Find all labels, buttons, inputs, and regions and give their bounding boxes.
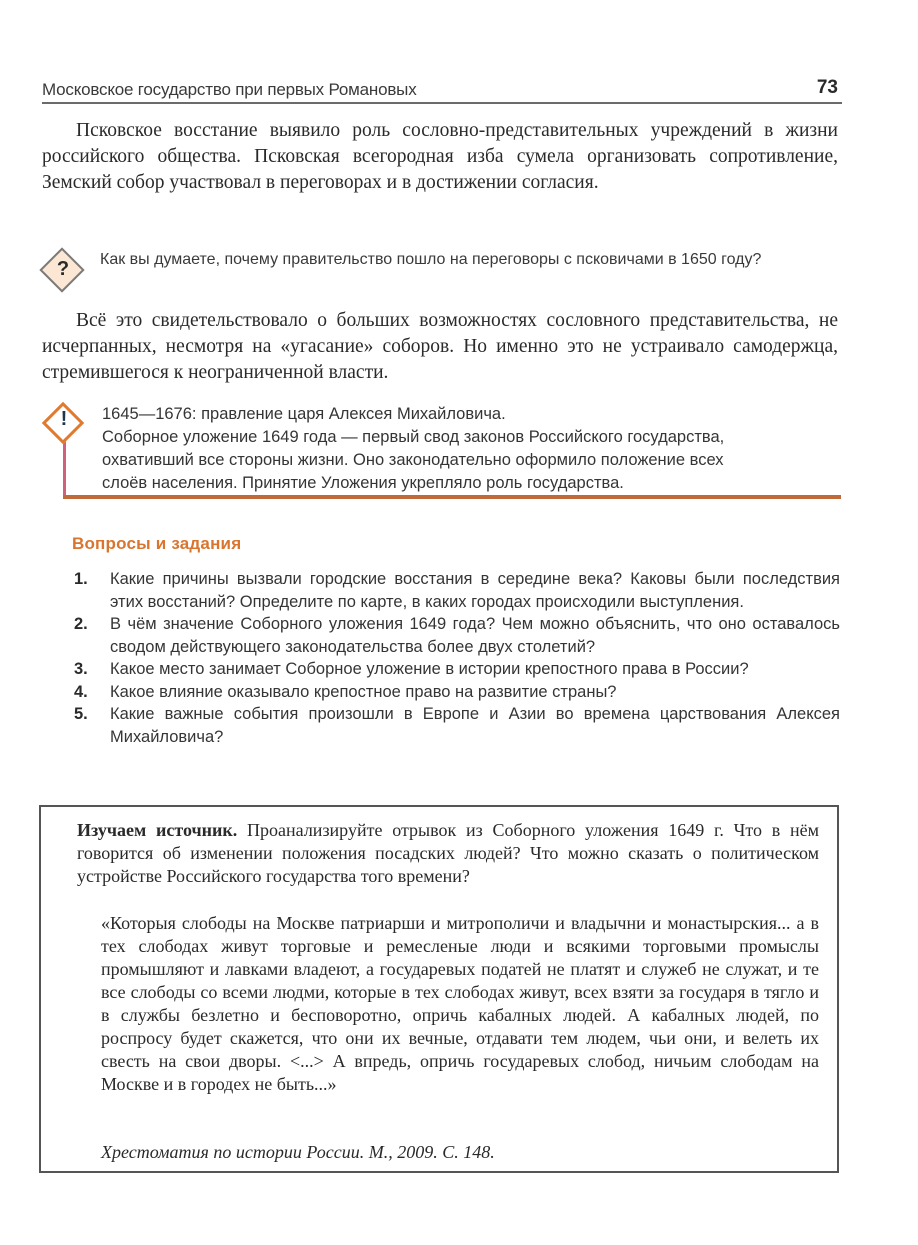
exclamation-glyph: ! — [60, 408, 68, 430]
key-facts-box — [42, 400, 842, 498]
question-item — [72, 703, 840, 748]
question-text: В чём значение Соборного уложения 1649 года? Чем можно объяснить, что оно оставалось сводом действующего законодательства более двух столетий? — [110, 615, 840, 656]
question-number: 4. — [74, 682, 88, 701]
question-callout — [42, 246, 842, 296]
body-paragraph-1: Псковское восстание выявило роль сословно-представительных учреждений в жизни российского общества. Псковская всегородная изба сумела организовать сопротивление, Земский собор участвовал в переговорах и в достижении согласия. — [42, 120, 838, 193]
fact-line: слоёв населения. Принятие Уложения укрепляло роль государства. — [102, 474, 624, 492]
fact-box-vertical-rule — [63, 438, 66, 498]
running-header — [42, 76, 842, 104]
source-quote: «Которыя слободы на Москве патриарши и митрополичи и владычни и монастырския... а в тех слободах живут торговые и ремесленые люди и всякими торговыми промыслы промышляют и лавками владеют, а государевых податей не платят и служеб не служат, и те все слободы со всеми людми, которые в тех слободах живут, всех взяти за государя в тягло и в службы безлетно и бесповоротно, опричь кабалных людей. А кабалных людей, по роспросу будет скажется, что они их вечные, отдавати тем людем, чьи они, и велеть их свесть на свои дворы. <...> А впредь, опричь государевых слобод, ничьим слободам на Москве и в городех не быть...» — [101, 913, 819, 1094]
question-mark-glyph: ? — [56, 258, 70, 280]
question-number: 2. — [74, 615, 88, 633]
questions-list — [72, 568, 840, 748]
question-callout-text: Как вы думаете, почему правительство пошло на переговоры с псковичами в 1650 году? — [100, 251, 762, 268]
question-item — [72, 568, 840, 613]
question-item — [72, 658, 840, 681]
question-text: Какие важные события произошли в Европе и Азии во времена царствования Алексея Михайловича? — [110, 705, 840, 746]
question-number: 1. — [74, 570, 88, 588]
question-number: 5. — [74, 705, 88, 723]
question-number: 3. — [74, 660, 88, 678]
question-text: Какое влияние оказывало крепостное право на развитие страны? — [110, 682, 617, 701]
fact-line: Соборное уложение 1649 года — первый свод законов Российского государства, — [102, 428, 725, 446]
fact-line: охвативший все стороны жизни. Оно законодательно оформило положение всех — [102, 451, 724, 469]
source-task-lead: Изучаем источник. — [77, 820, 238, 840]
question-text: Какие причины вызвали городские восстания в середине века? Каковы были последствия этих восстаний? Определите по карте, в каких городах происходили выступления. — [110, 570, 840, 611]
source-task — [77, 819, 819, 888]
question-item — [72, 613, 840, 658]
source-citation: Хрестоматия по истории России. М., 2009. С. 148. — [101, 1142, 495, 1162]
running-header-title: Московское государство при первых Романовых — [42, 80, 417, 99]
fact-box-text — [102, 403, 842, 495]
primary-source-box — [39, 805, 839, 1173]
questions-heading: Вопросы и задания — [72, 534, 242, 553]
page-number: 73 — [816, 77, 838, 98]
body-paragraph-2: Всё это свидетельствовало о больших возможностях сословного представительства, не исчерпанных, несмотря на «угасание» соборов. Но именно это не устраивало самодержца, стремившегося к неограниченной власти. — [42, 310, 838, 383]
source-task-text: Проанализируйте отрывок из Соборного уложения 1649 г. Что в нём говорится об изменении положения посадских людей? Что можно сказать о политическом устройстве Российского государства того времени? — [77, 820, 819, 886]
fact-box-bottom-rule — [63, 495, 841, 499]
question-item — [72, 681, 840, 704]
question-text: Какое место занимает Соборное уложение в истории крепостного права в России? — [110, 660, 749, 678]
fact-line: 1645—1676: правление царя Алексея Михайловича. — [102, 405, 506, 423]
